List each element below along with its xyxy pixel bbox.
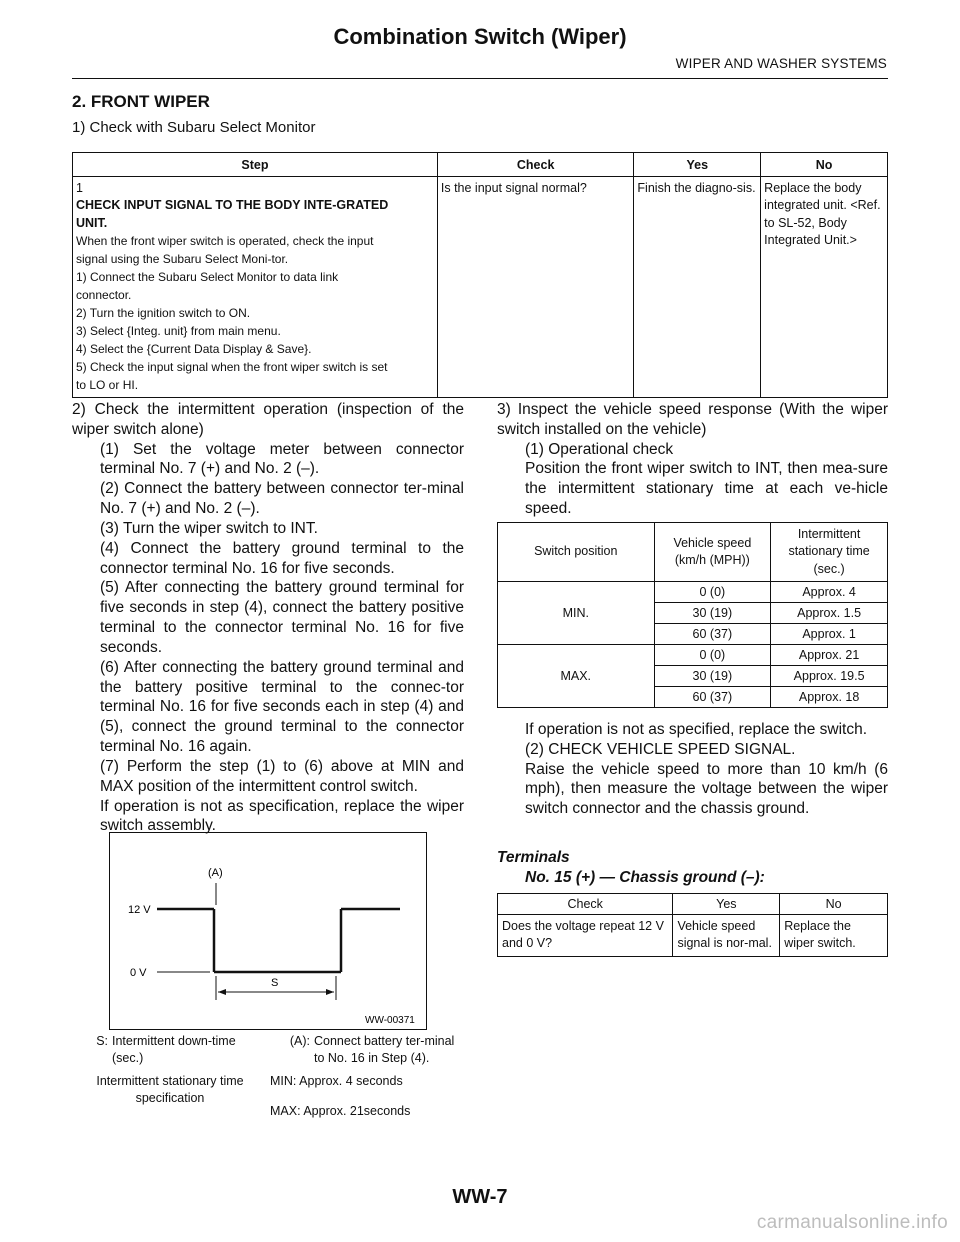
speed-signal-title: (2) CHECK VEHICLE SPEED SIGNAL. (525, 740, 796, 758)
yes-cell: Finish the diagno-sis. (634, 177, 761, 398)
check-cell: Is the input signal normal? (437, 177, 634, 398)
page-title: Combination Switch (Wiper) (333, 24, 627, 49)
section-heading: 2. FRONT WIPER (72, 92, 210, 111)
header-stationary-time: Intermittent stationary time (sec.) (771, 523, 888, 582)
check-yes: Vehicle speed signal is nor-mal. (673, 915, 780, 957)
waveform-figure (109, 832, 427, 1030)
step-line: When the front wiper switch is operated, check the input signal using the Subaru Select Moni-tor. (76, 233, 374, 266)
replace-switch-note: If operation is not as specified, replace the switch. (525, 721, 868, 738)
diagnostic-step-table (72, 152, 888, 398)
header-no: No (780, 894, 888, 915)
speed-value: 30 (19) (654, 665, 771, 686)
step-line: 2) Turn the ignition switch to ON. (76, 305, 251, 320)
waveform-diagram (110, 833, 426, 1029)
operational-check-title: (1) Operational check (525, 440, 674, 458)
watermark: carmanualsonline.info (756, 1212, 948, 1233)
label-s: S (271, 977, 279, 989)
no-cell: Replace the body integrated unit. <Ref. to SL-52, Body Integrated Unit.> (761, 177, 888, 398)
label-12v: 12 V (128, 904, 151, 916)
time-value: Approx. 19.5 (771, 665, 888, 686)
step-title: CHECK INPUT SIGNAL TO THE BODY INTE-GRATED UNIT. (76, 198, 389, 230)
speed-signal-section (525, 720, 888, 819)
header-check: Check (498, 894, 673, 915)
check-question: Does the voltage repeat 12 V and 0 V? (498, 915, 673, 957)
speed-response-table (497, 522, 888, 708)
header-yes: Yes (673, 894, 780, 915)
speed-signal-text: Raise the vehicle speed to more than 10 km/h (6 mph), then measure the voltage between the wiper switch connector and the chassis ground. (525, 760, 888, 818)
terminals-value: No. 15 (+) — Chassis ground (–): (525, 869, 765, 887)
step-number: 1 (76, 181, 83, 195)
left-column (72, 400, 464, 836)
sub-heading: 1) Check with Subaru Select Monitor (72, 119, 316, 136)
time-value: Approx. 18 (771, 686, 888, 707)
operational-check-text: Position the front wiper switch to INT, then mea-sure the intermittent stationary time at each ve-hicle speed. (525, 460, 888, 518)
spec-label: Intermittent stationary time specification (96, 1073, 244, 1105)
label-a: (A) (208, 867, 223, 879)
header-check: Check (437, 153, 634, 177)
legend-text-s: Intermittent down-time (sec.) (112, 1034, 236, 1065)
section-subtitle: WIPER AND WASHER SYSTEMS (675, 56, 887, 71)
spec-min: MIN: Approx. 4 seconds (270, 1073, 403, 1088)
right-column (497, 400, 888, 519)
procedure-step: (7) Perform the step (1) to (6) above at MIN and MAX position of the intermittent control switch. (100, 757, 464, 795)
procedure-step: (6) After connecting the battery ground terminal and the battery positive terminal to the connec-tor terminal No. 16 for five seconds each in step (4) and (5), connect the ground terminal to the connector terminal No. 16 again. (100, 658, 464, 756)
dimension-arrow-left (218, 989, 226, 995)
header-divider (72, 78, 888, 79)
step-line: 3) Select {Integ. unit} from main menu. (76, 323, 281, 338)
step-cell (73, 177, 438, 398)
procedure-step: (4) Connect the battery ground terminal to the connector terminal No. 16 for five seconds. (100, 539, 464, 577)
header-yes: Yes (634, 153, 761, 177)
figure-legend (72, 1030, 464, 1123)
time-value: Approx. 1.5 (771, 602, 888, 623)
procedure-step: (1) Set the voltage meter between connector terminal No. 7 (+) and No. 2 (–). (100, 440, 464, 478)
intermittent-intro: 2) Check the intermittent operation (inspection of the wiper switch alone) (72, 401, 464, 438)
procedure-step: (5) After connecting the battery ground terminal for five seconds in step (4), connect the battery positive terminal to the connector terminal No. 16 for five seconds. (100, 579, 464, 656)
page-number: WW-7 (452, 1186, 508, 1208)
figure-code: WW-00371 (365, 1015, 415, 1026)
procedure-step: (2) Connect the battery between connector ter-minal No. 7 (+) and No. 2 (–). (100, 480, 464, 518)
voltage-check-table (497, 893, 888, 957)
time-value: Approx. 4 (771, 581, 888, 602)
position-min: MIN. (498, 581, 655, 644)
speed-value: 0 (0) (654, 644, 771, 665)
position-max: MAX. (498, 644, 655, 707)
step-line: 5) Check the input signal when the front wiper switch is set to LO or HI. (76, 359, 388, 392)
speed-value: 30 (19) (654, 602, 771, 623)
time-value: Approx. 21 (771, 644, 888, 665)
header-switch-position: Switch position (498, 523, 655, 582)
header-no: No (761, 153, 888, 177)
step-line: 1) Connect the Subaru Select Monitor to data link connector. (76, 269, 339, 302)
procedure-note: If operation is not as specification, replace the wiper switch assembly. (100, 797, 464, 835)
dimension-arrow-right (326, 989, 334, 995)
terminals-label: Terminals (497, 849, 570, 866)
speed-value: 60 (37) (654, 686, 771, 707)
time-value: Approx. 1 (771, 623, 888, 644)
spec-max: MAX: Approx. 21seconds (270, 1103, 411, 1118)
speed-response-intro: 3) Inspect the vehicle speed response (With the wiper switch installed on the vehicle) (497, 401, 888, 438)
header-step: Step (73, 153, 438, 177)
legend-key-a: (A): (289, 1034, 310, 1048)
legend-key-s: S: (96, 1034, 108, 1048)
header-vehicle-speed: Vehicle speed (km/h (MPH)) (654, 523, 771, 582)
speed-value: 60 (37) (654, 623, 771, 644)
terminals-spec (497, 848, 765, 888)
procedure-step: (3) Turn the wiper switch to INT. (100, 519, 318, 537)
speed-value: 0 (0) (654, 581, 771, 602)
legend-text-a: Connect battery ter-minal to No. 16 in Step (4). (314, 1034, 455, 1065)
label-0v: 0 V (130, 967, 147, 979)
check-no: Replace the wiper switch. (780, 915, 888, 957)
step-line: 4) Select the {Current Data Display & Save}. (76, 341, 312, 356)
